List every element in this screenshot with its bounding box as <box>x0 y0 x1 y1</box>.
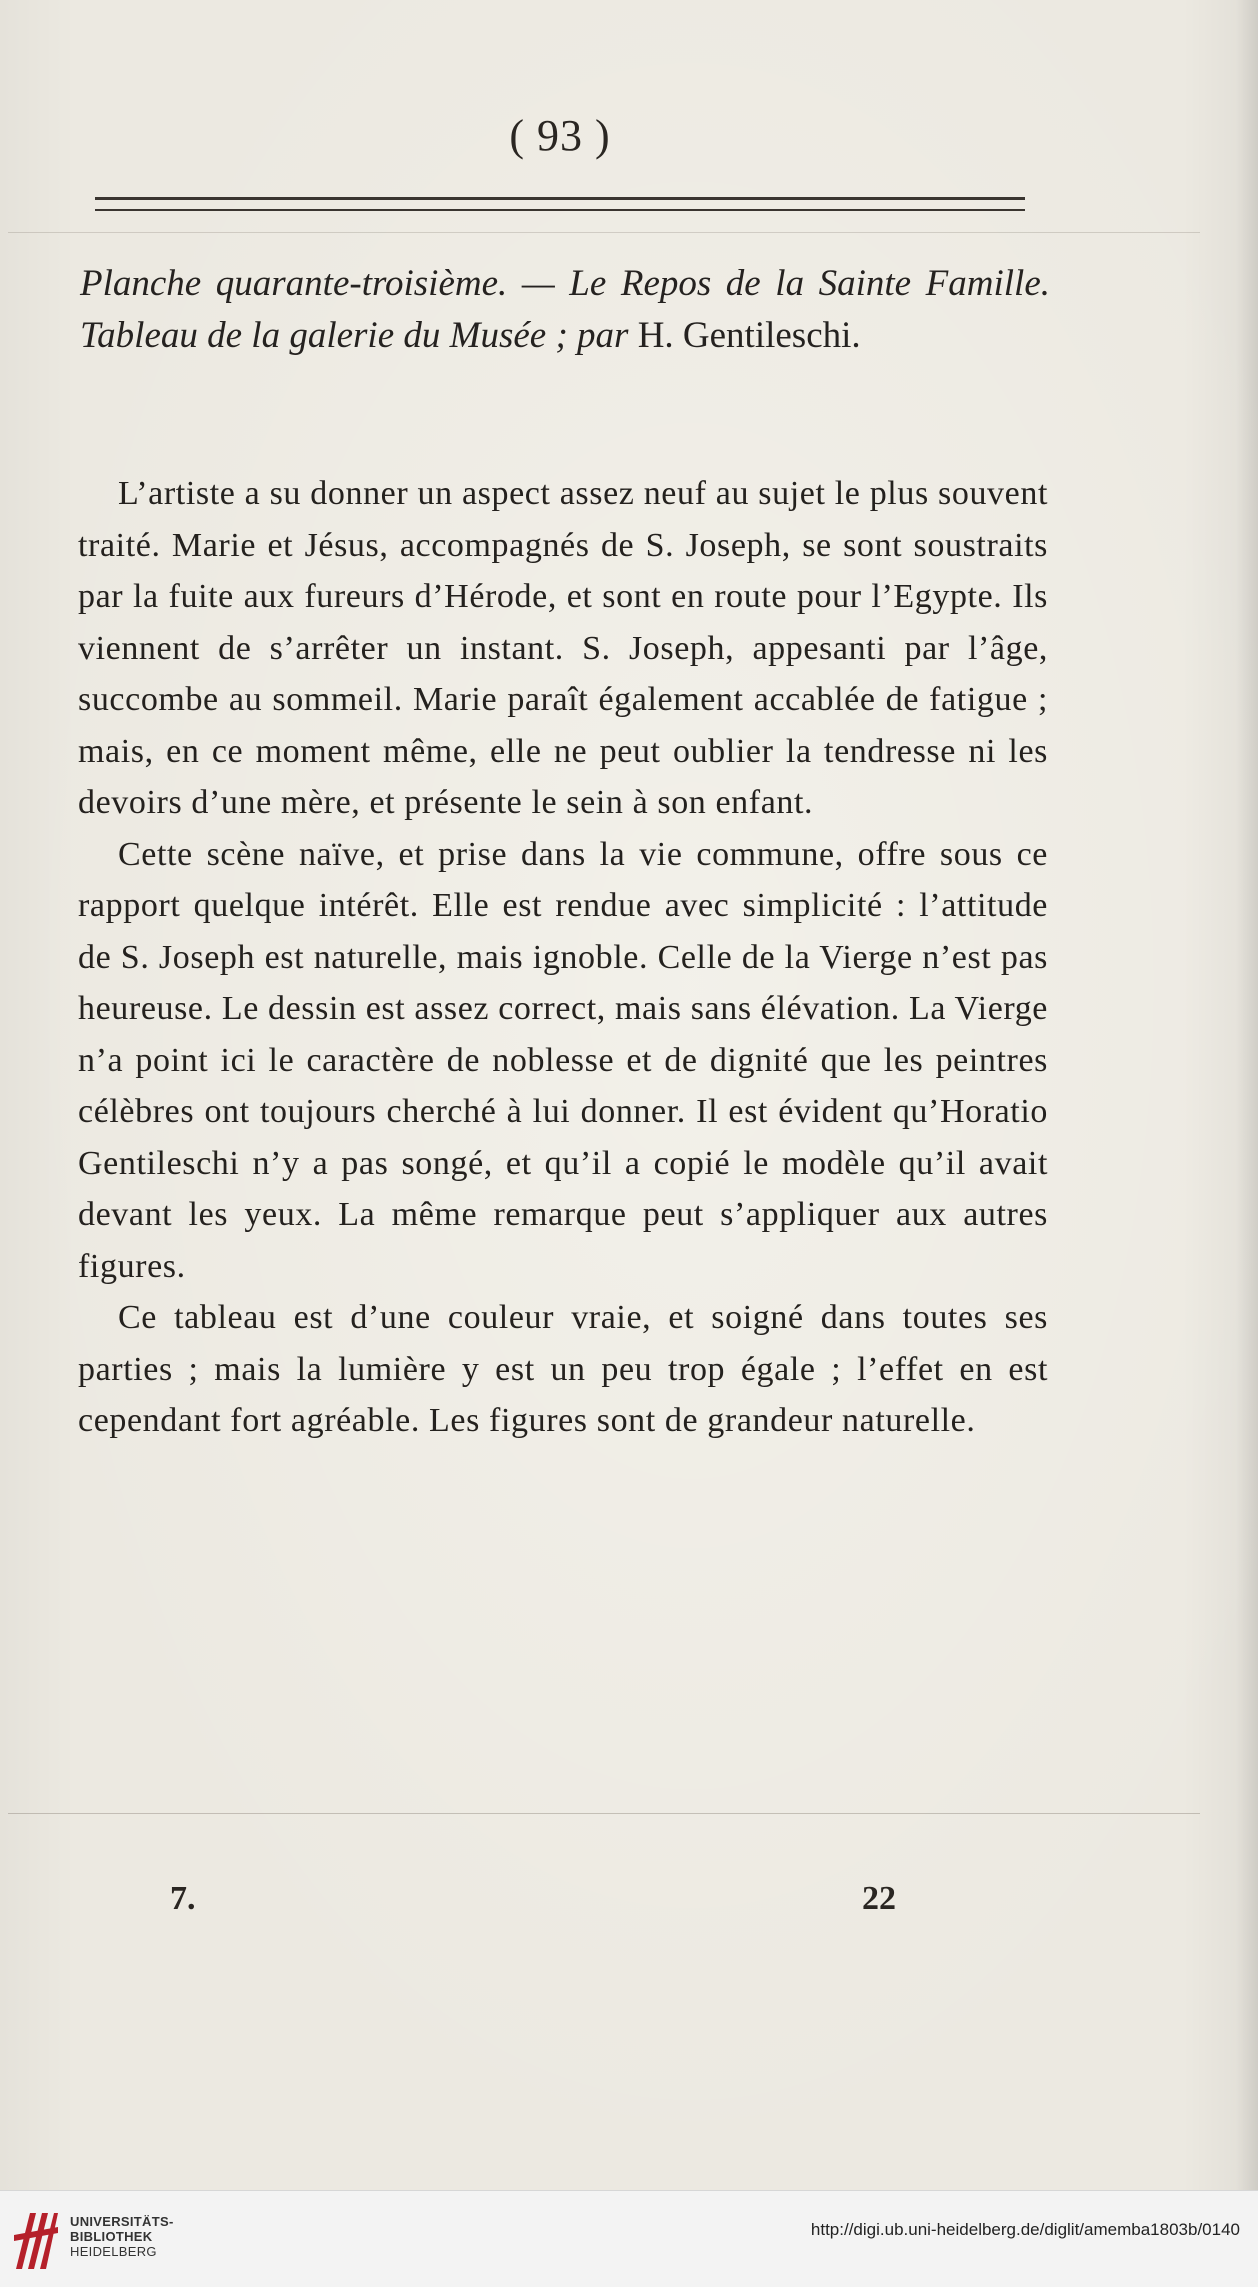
body-text <box>78 468 1048 1447</box>
page-edge-shadow <box>1236 0 1258 2190</box>
header-rule-thin <box>95 209 1025 211</box>
paragraph-2: Cette scène naïve, et prise dans la vie commune, offre sous ce rapport quelque intérêt. Elle est rendue avec simplicité : l’attitude de S. Joseph est naturelle, mais ignoble. Celle de la Vierge n’est pas heureuse. Le dessin est assez correct, mais sans élévation. La Vierge n’a point ici le caractère de noblesse et de dignité que les peintres célèbres ont toujours cherché à lui donner. Il est évident qu’Horatio Gentileschi n’y a pas songé, et qu’il a copié le modèle qu’il avait devant les yeux. La même remarque peut s’appliquer aux autres figures. <box>78 835 1048 1285</box>
paragraph-3: Ce tableau est d’une couleur vraie, et soigné dans toutes ses parties ; mais la lumière y est un peu trop égale ; l’effet en est cependant fort agréable. Les figures sont de grandeur naturelle. <box>78 1299 1048 1439</box>
caption-italic: Planche quarante-troisième. — Le Repos de la Sainte Famille. Tableau de la galerie du Musée ; par <box>80 263 1050 356</box>
library-name <box>70 2214 174 2259</box>
caption-roman: H. Gentileschi. <box>628 315 861 356</box>
signature-mark-left: 7. <box>170 1880 196 1917</box>
page-number: ( 93 ) <box>509 111 611 160</box>
university-library-logo-icon <box>12 2205 60 2273</box>
library-name-line-3: HEIDELBERG <box>70 2244 157 2259</box>
header-rule-thick <box>95 197 1025 200</box>
plate-caption <box>80 258 1050 362</box>
source-url-link[interactable]: http://digi.ub.uni-heidelberg.de/diglit/amemba1803b/0140 <box>810 2220 1240 2239</box>
library-name-line-2: BIBLIOTHEK <box>70 2229 153 2244</box>
paragraph-1: L’artiste a su donner un aspect assez neuf au sujet le plus souvent traité. Marie et Jésus, accompagnés de S. Joseph, se sont soustraits par la fuite aux fureurs d’Hérode, et sont en route pour l’Egypte. Ils viennent de s’arrêter un instant. S. Joseph, appesanti par l’âge, succombe au sommeil. Marie paraît également accablée de fatigue ; mais, en ce moment même, elle ne peut oublier la tendresse ni les devoirs d’une mère, et présente le sein à son enfant. <box>78 475 1048 821</box>
signature-mark-right: 22 <box>862 1880 896 1917</box>
library-name-line-1: UNIVERSITÄTS- <box>70 2214 174 2229</box>
viewer-footer-bar <box>0 2190 1258 2287</box>
